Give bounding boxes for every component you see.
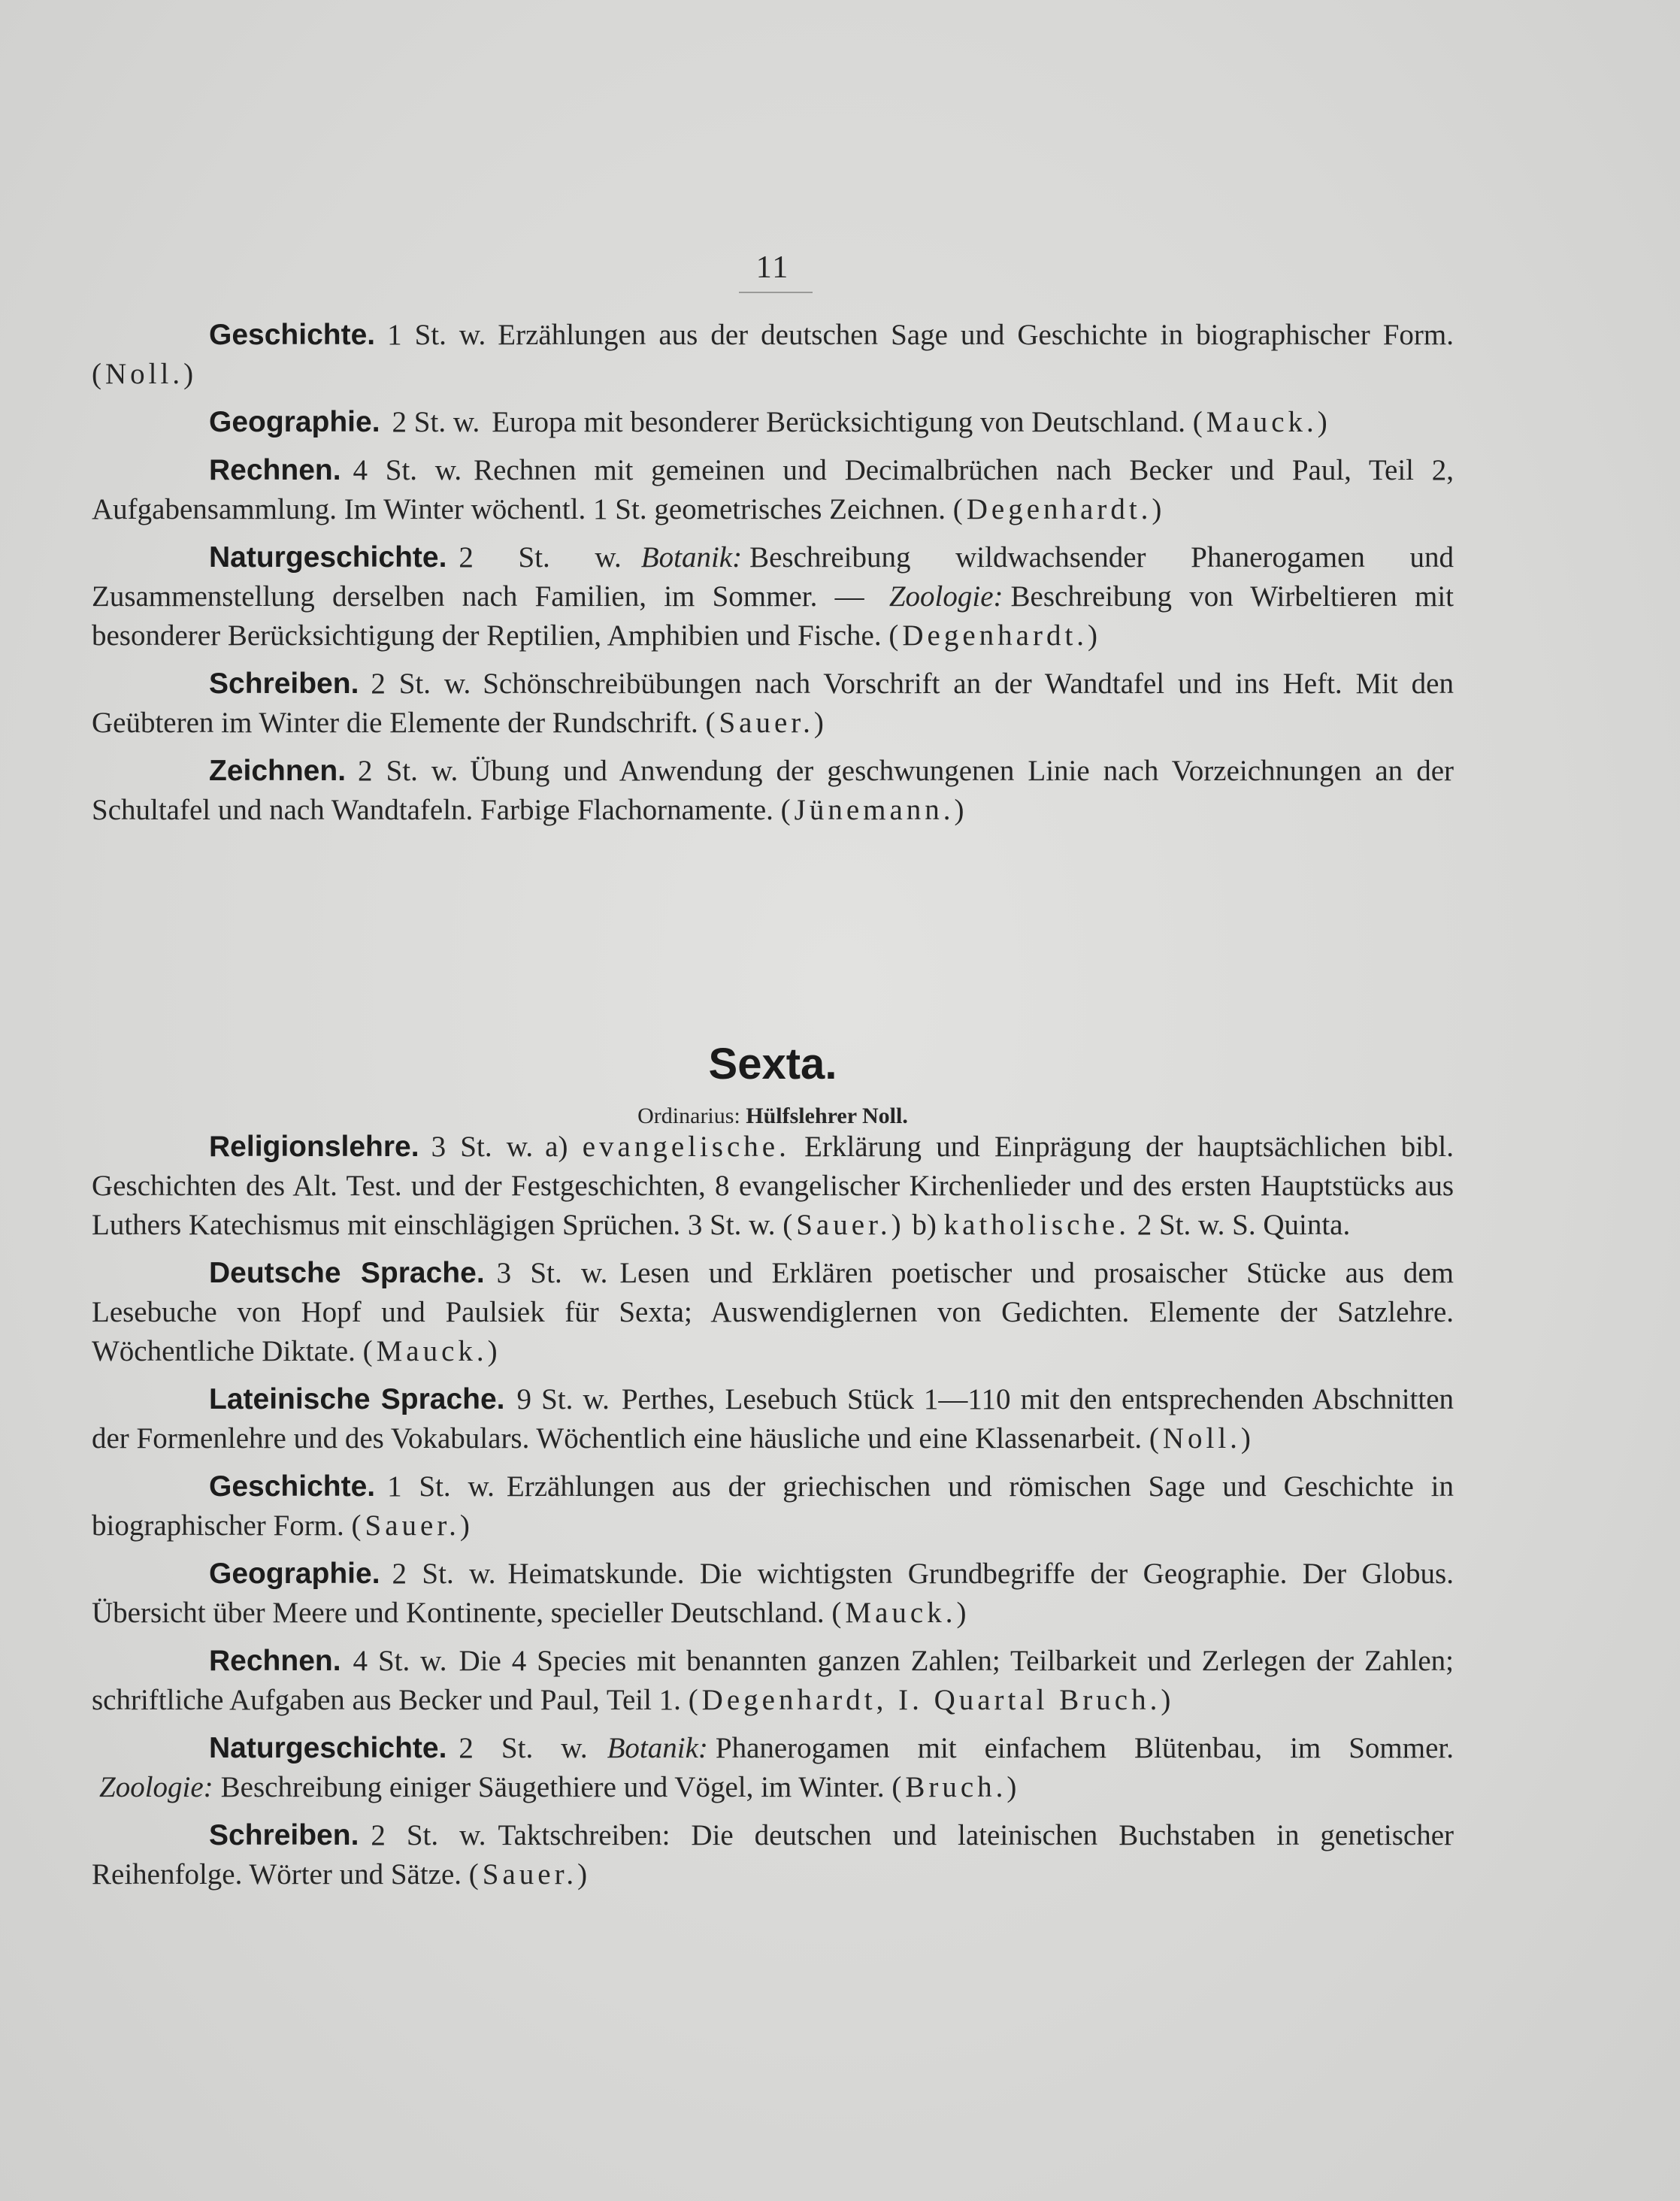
subhead-zoologie: Zoologie: — [888, 580, 1003, 613]
entry-text: Perthes, Lesebuch Stück 1—110 mit den entsprechenden Abschnitten der Formenlehre und des Vokabulars. Wöchentlich eine häusliche und eine Klassenarbeit. — [92, 1383, 1454, 1455]
entry-geschichte-quinta — [92, 316, 1454, 394]
page-number-rule — [739, 292, 813, 293]
entry-religionslehre — [92, 1128, 1454, 1245]
entry-geographie-sexta — [92, 1555, 1454, 1633]
entry-deutsche-sprache — [92, 1254, 1454, 1371]
entry-rechnen-quinta — [92, 451, 1454, 529]
entry-text: Beschreibung wildwachsender Phanerogamen und Zusammenstellung derselben nach Familien, im Sommer. — — [92, 541, 1454, 613]
entry-text: Beschreibung einiger Säugethiere und Vögel, im Winter. — [220, 1771, 885, 1803]
part-a-label: evangelische. — [582, 1131, 790, 1163]
subject-label: Geographie. — [209, 1558, 380, 1590]
subject-label: Rechnen. — [209, 454, 341, 486]
entry-text: Heimatskunde. Die wichtigsten Grundbegriffe der Geographie. Der Globus. Übersicht über Meere und Kontinente, specieller Deutschland. — [92, 1558, 1454, 1629]
subject-label: Naturgeschichte. — [209, 541, 447, 574]
hours: 1 St. w. — [387, 319, 486, 351]
entry-text: Phanerogamen mit einfachem Blütenbau, im Sommer. — [715, 1732, 1454, 1764]
page-number: 11 — [755, 250, 790, 285]
ordinarius-line — [0, 1104, 1545, 1129]
subject-label: Geschichte. — [209, 319, 376, 351]
part-b-label: katholische. — [943, 1209, 1130, 1241]
entry-geschichte-sexta — [92, 1467, 1454, 1546]
subhead-zoologie: Zoologie: — [99, 1771, 213, 1803]
subject-label: Rechnen. — [209, 1645, 341, 1677]
entry-text: Schönschreibübungen nach Vorschrift an der Wandtafel und ins Heft. Mit den Geübteren im Winter die Elemente der Rundschrift. — [92, 668, 1454, 739]
entry-text: Übung und Anwendung der geschwungenen Linie nach Vorzeichnungen an der Schultafel und nach Wandtafeln. Farbige Flachornamente. — [92, 755, 1454, 826]
part-b-marker: b) — [912, 1209, 937, 1241]
part-a-text: Erklärung und Einprägung der hauptsächlichen bibl. Geschichten des Alt. Test. und der Festgeschichten, 8 evangelischer Kirchenlieder und des ersten Hauptstücks aus Luthers Katechismus mit einschlägigen Sprüchen. 3 St. w. — [92, 1131, 1454, 1241]
ordinarius-label: Ordinarius: — [637, 1104, 740, 1128]
subject-label: Schreiben. — [209, 1819, 359, 1851]
part-a-marker: a) — [545, 1131, 568, 1163]
hours: 2 St. w. — [392, 1558, 496, 1590]
entry-schreiben-sexta — [92, 1816, 1454, 1894]
entry-text: Erzählungen aus der deutschen Sage und Geschichte in biographischer Form. — [498, 319, 1454, 351]
entry-zeichnen-quinta — [92, 752, 1454, 830]
subject-label: Zeichnen. — [209, 755, 347, 787]
hours: 4 St. w. — [353, 454, 462, 486]
entry-geographie-quinta — [92, 403, 1454, 442]
entry-lateinische-sprache — [92, 1380, 1454, 1458]
sexta-curriculum-block — [92, 1128, 1454, 1903]
entry-naturgeschichte-sexta — [92, 1729, 1454, 1807]
hours: 3 St. w. — [431, 1131, 534, 1163]
subhead-botanik: Botanik: — [640, 541, 743, 574]
subject-label: Naturgeschichte. — [209, 1732, 447, 1764]
hours: 2 St. w. — [371, 1819, 486, 1851]
entry-text: Taktschreiben: Die deutschen und lateinischen Buchstaben in genetischer Reihenfolge. Wörter und Sätze. — [92, 1819, 1454, 1891]
entry-text: Erzählungen aus der griechischen und römischen Sage und Geschichte in biographischer Form. — [92, 1470, 1454, 1542]
upper-curriculum-block — [92, 316, 1454, 839]
entry-text: Die 4 Species mit benannten ganzen Zahlen; Teilbarkeit und Zerlegen der Zahlen; schriftliche Aufgaben aus Becker und Paul, Teil 1. — [92, 1645, 1454, 1716]
teacher: (Sauer.) — [468, 1858, 592, 1891]
entry-text: Lesen und Erklären poetischer und prosaischer Stücke aus dem Lesebuche von Hopf und Paulsiek für Sexta; Auswendiglernen von Gedichten. Elemente der Satzlehre. Wöchentliche Diktate. — [92, 1257, 1454, 1367]
teacher: (Mauck.) — [1192, 406, 1331, 438]
ordinarius-name: Hülfslehrer Noll. — [746, 1104, 908, 1128]
hours: 1 St. w. — [387, 1470, 495, 1503]
subject-label: Geographie. — [209, 406, 380, 438]
teacher: (Mauck.) — [362, 1335, 501, 1367]
part-b-text: 2 St. w. S. Quinta. — [1137, 1209, 1351, 1241]
subject-label: Deutsche Sprache. — [209, 1257, 485, 1289]
subject-label: Geschichte. — [209, 1470, 376, 1503]
hours: 4 St. w. — [353, 1645, 447, 1677]
hours: 2 St. w. — [459, 541, 622, 574]
teacher: (Degenhardt.) — [888, 619, 1102, 652]
entry-text: Beschreibung von Wirbeltieren mit besonderer Berücksichtigung der Reptilien, Amphibien und Fische. — [92, 580, 1454, 652]
section-title: Sexta. — [708, 1040, 837, 1088]
hours: 3 St. w. — [496, 1257, 608, 1289]
subject-label: Schreiben. — [209, 668, 359, 700]
teacher: (Degenhardt.) — [952, 493, 1166, 525]
teacher: (Noll.) — [92, 358, 198, 390]
subject-label: Religionslehre. — [209, 1131, 419, 1163]
entry-naturgeschichte-quinta — [92, 538, 1454, 655]
entry-schreiben-quinta — [92, 665, 1454, 743]
entry-text: Rechnen mit gemeinen und Decimalbrüchen nach Becker und Paul, Teil 2, Aufgabensammlung. Im Winter wöchentl. 1 St. geometrisches Zeichnen. — [92, 454, 1454, 525]
teacher: (Mauck.) — [831, 1597, 970, 1629]
part-a-teacher: (Sauer.) — [782, 1209, 905, 1241]
hours: 2 St. w. — [358, 755, 459, 787]
hours: 2 St. w. — [371, 668, 471, 700]
hours: 2 St. w. — [392, 406, 480, 438]
subhead-botanik: Botanik: — [607, 1732, 708, 1764]
teacher: (Sauer.) — [705, 707, 828, 739]
teacher: (Sauer.) — [351, 1509, 474, 1542]
hours: 2 St. w. — [459, 1732, 588, 1764]
subject-label: Lateinische Sprache. — [209, 1383, 505, 1415]
teacher: (Jünemann.) — [780, 794, 968, 826]
entry-rechnen-sexta — [92, 1642, 1454, 1720]
teacher: (Bruch.) — [891, 1771, 1021, 1803]
teacher: (Noll.) — [1149, 1422, 1255, 1455]
teacher: (Degenhardt, I. Quartal Bruch.) — [688, 1684, 1175, 1716]
hours: 9 St. w. — [516, 1383, 610, 1415]
entry-text: Europa mit besonderer Berücksichtigung von Deutschland. — [492, 406, 1185, 438]
